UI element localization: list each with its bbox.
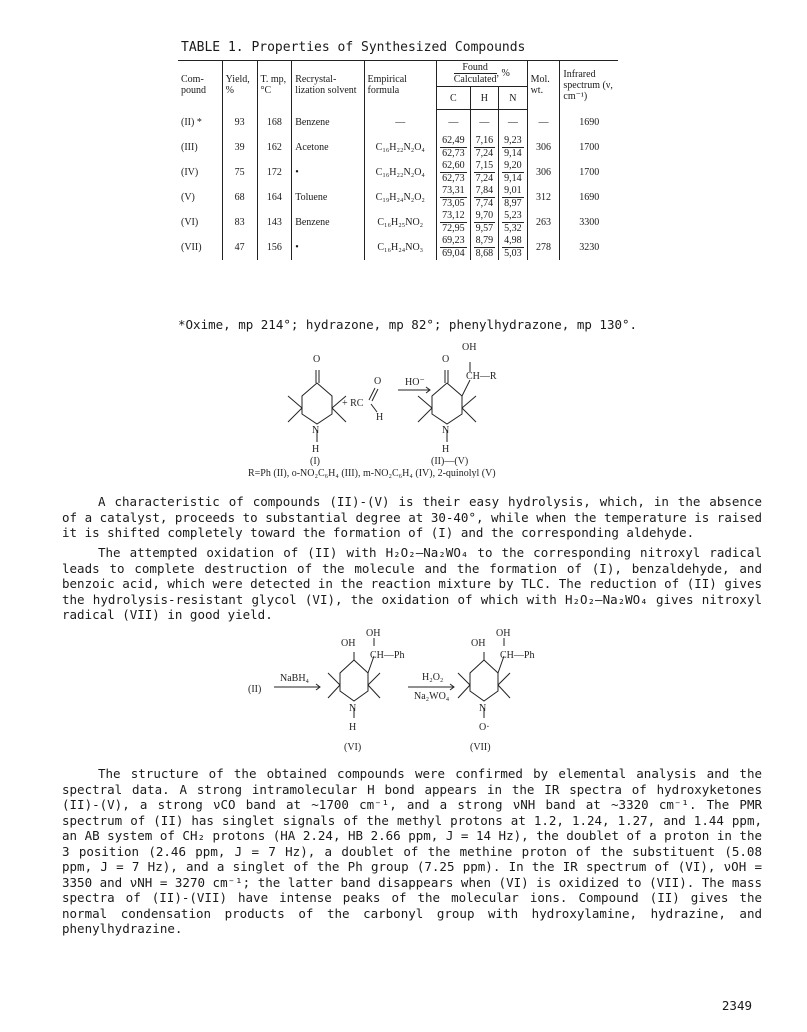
- ch-ph-right: CH—Ph: [500, 650, 535, 661]
- header-solvent: Recrystal- lization solvent: [292, 61, 364, 110]
- cell-h-calc: 7,24: [475, 173, 494, 184]
- cell-n-calc: 5,03: [504, 248, 522, 259]
- cell-compound: (VI): [181, 217, 199, 228]
- cell-formula: —: [364, 110, 437, 136]
- cell-n-found-calc: [499, 110, 528, 136]
- cell-c-found: 69,23: [442, 235, 465, 246]
- cell-n-found: 4,98: [504, 235, 522, 246]
- cell-ir: 1700: [560, 160, 618, 185]
- cell-h-found: 8,79: [475, 235, 494, 246]
- ch-r-label: CH—R: [466, 371, 497, 382]
- cell-solvent: Toluene: [292, 185, 364, 210]
- cell-n-found-calc: [499, 160, 528, 185]
- n-right: N: [442, 425, 450, 436]
- cell-molwt: 312: [527, 185, 560, 210]
- cell-n-found: 9,01: [504, 185, 522, 196]
- cell-yield: 68: [222, 185, 257, 210]
- cell-h-found-calc: [470, 235, 499, 260]
- cell-h-calc: 8,68: [475, 248, 494, 259]
- cell-n-found: —: [507, 116, 518, 128]
- cell-c-found-calc: [437, 160, 471, 185]
- cell-h-calc: 7,74: [475, 198, 494, 209]
- header-c: C: [437, 87, 471, 110]
- cell-compound: (III): [181, 142, 198, 153]
- cell-c-found: —: [448, 116, 459, 128]
- reaction-scheme-1: [240, 338, 600, 478]
- properties-table: [178, 60, 618, 260]
- label-compound-vii: (VII): [470, 742, 491, 753]
- header-yield: Yield, %: [222, 61, 257, 110]
- label-compound-i: (I): [310, 456, 320, 467]
- cell-compound: (VII): [181, 242, 202, 253]
- cell-n-found-calc: [499, 135, 528, 160]
- header-found: Found: [454, 62, 497, 74]
- reagent-h2o2: H₂O₂: [422, 672, 444, 683]
- cell-c-found-calc: [437, 185, 471, 210]
- oh-left-side: OH: [366, 628, 381, 639]
- cell-yield: 75: [222, 160, 257, 185]
- page-number: 2349: [721, 998, 752, 1013]
- cell-n-found: 9,23: [504, 135, 522, 146]
- cell-c-found: 73,12: [442, 210, 465, 221]
- reagent-o: O: [374, 376, 382, 387]
- table-title: TABLE 1. Properties of Synthesized Compounds: [181, 40, 526, 55]
- reaction-arrow-2: [274, 684, 320, 690]
- cell-c-found-calc: [437, 235, 471, 260]
- cell-mp: 168: [257, 110, 292, 136]
- cell-c-calc: 69,04: [442, 248, 465, 259]
- cell-solvent: Acetone: [292, 135, 364, 160]
- h-right: H: [442, 444, 450, 455]
- reagent-aldehyde: + RC: [342, 398, 364, 409]
- properties-table-container: [178, 60, 618, 260]
- label-compounds-ii-v: (II)—(V): [431, 456, 469, 467]
- header-calculated: Calculated: [453, 74, 497, 85]
- cell-formula: C₁₉H₂₄N₂O₂: [364, 185, 437, 210]
- table-row: [178, 185, 618, 210]
- paragraph-3-text: The structure of the obtained compounds were confirmed by elemental analysis and the spectral data. A strong intramolecular H bond appears in the IR spectra of hydroxyketones (II)-(V), a strong νCO band at ~1700 cm⁻¹, and a strong νNH band at ~3320 cm⁻¹. The PMR spectrum of (II) has singlet signals of the methyl protons at 1.2, 1.24, 1.27, and 1.44 ppm, an AB system of CH₂ protons (HA 2.24, HB 2.66 ppm, J = 14 Hz), the doublet of a proton in the 3 position (2.46 ppm, J = 7 Hz), a doublet of the methine proton of the substituent (5.08 ppm, J = 7 Hz), and a singlet of the Ph group (7.25 ppm). In the IR spectrum of (VI), νOH = 3350 and νNH = 3270 cm⁻¹; the latter band disappears when (VI) is oxidized to (VII). The mass spectra of (II)-(VII) have intense peaks of the molecular ions. Compound (II) gives the normal condensation products of the carbonyl group with hydroxylamine, hydrazine, and phenylhydrazine.: [62, 766, 762, 936]
- paragraph-3: [62, 766, 762, 937]
- cell-yield: 47: [222, 235, 257, 260]
- cell-compound: (IV): [181, 167, 199, 178]
- cell-h-found: —: [479, 116, 490, 128]
- cell-molwt: 263: [527, 210, 560, 235]
- ch-ph-left: CH—Ph: [370, 650, 405, 661]
- header-h: H: [470, 87, 499, 110]
- cell-h-found-calc: [470, 210, 499, 235]
- paragraph-1: [62, 494, 762, 541]
- table-row: [178, 135, 618, 160]
- catalyst-label: HO⁻: [405, 377, 425, 388]
- label-compound-vi: (VI): [344, 742, 362, 753]
- cell-yield: 93: [222, 110, 257, 136]
- table-footnote: *Oxime, mp 214°; hydrazone, mp 82°; phenylhydrazone, mp 130°.: [178, 317, 638, 332]
- oh-right-side: OH: [496, 628, 511, 639]
- cell-formula: C₁₆H₂₂N₂O₄: [364, 160, 437, 185]
- table-body: [178, 110, 618, 261]
- header-found-calculated: [437, 61, 528, 87]
- cell-solvent: •: [292, 235, 364, 260]
- cell-h-calc: 9,57: [475, 223, 494, 234]
- cell-h-found: 9,70: [475, 210, 494, 221]
- cell-h-found-calc: [470, 160, 499, 185]
- cell-n-calc: 5,32: [504, 223, 522, 234]
- cell-c-found-calc: [437, 110, 471, 136]
- cell-formula: C₁₆H₂₅NO₂: [364, 210, 437, 235]
- cell-ir: 1690: [560, 185, 618, 210]
- header-molwt: Mol. wt.: [527, 61, 560, 110]
- reagent-nabh4: NaBH₄: [280, 673, 310, 684]
- cell-h-found: 7,84: [475, 185, 494, 196]
- cell-c-calc: 73,05: [442, 198, 465, 209]
- o-left: O: [313, 354, 321, 365]
- cell-n-found: 5,23: [504, 210, 522, 221]
- cell-formula: C₁₆H₂₄NO₃: [364, 235, 437, 260]
- cell-c-calc: 62,73: [442, 173, 465, 184]
- scheme2-start: (II): [248, 684, 262, 695]
- n-vii: N: [479, 703, 487, 714]
- header-mp: T. mp, °C: [257, 61, 292, 110]
- cell-c-found: 62,60: [442, 160, 465, 171]
- h-vi: H: [349, 722, 357, 733]
- cell-h-calc: 7,24: [475, 148, 494, 159]
- table-row: [178, 160, 618, 185]
- cell-n-calc: 9,14: [504, 173, 522, 184]
- header-compound: Com- pound: [178, 61, 222, 110]
- paragraph-2: [62, 545, 762, 623]
- cell-mp: 164: [257, 185, 292, 210]
- header-n: N: [499, 87, 528, 110]
- cell-h-found-calc: [470, 110, 499, 136]
- cell-mp: 162: [257, 135, 292, 160]
- cell-molwt: 278: [527, 235, 560, 260]
- cell-solvent: Benzene: [292, 110, 364, 136]
- cell-ir: 3230: [560, 235, 618, 260]
- cell-h-found-calc: [470, 185, 499, 210]
- cell-solvent: •: [292, 160, 364, 185]
- reagent-bonds: [369, 388, 378, 412]
- o-right: O: [442, 354, 450, 365]
- reagent-h: H: [376, 412, 384, 423]
- header-formula: Empirical formula: [364, 61, 437, 110]
- cell-mp: 172: [257, 160, 292, 185]
- table-row: [178, 235, 618, 260]
- cell-mp: 156: [257, 235, 292, 260]
- cell-ir: 1700: [560, 135, 618, 160]
- cell-h-found: 7,16: [475, 135, 494, 146]
- cell-c-calc: 62,73: [442, 148, 465, 159]
- cell-formula: C₁₆H₂₂N₂O₄: [364, 135, 437, 160]
- cell-c-calc: 72,95: [442, 223, 465, 234]
- cell-mp: 143: [257, 210, 292, 235]
- header-ir: Infrared spectrum (ν, cm⁻¹): [560, 61, 618, 110]
- cell-n-found-calc: [499, 210, 528, 235]
- n-vi: N: [349, 703, 357, 714]
- h-left: H: [312, 444, 320, 455]
- cell-yield: 39: [222, 135, 257, 160]
- oh-right: OH: [462, 342, 477, 353]
- cell-solvent: Benzene: [292, 210, 364, 235]
- cell-h-found: 7,15: [475, 160, 494, 171]
- cell-n-found-calc: [499, 185, 528, 210]
- n-left: N: [312, 425, 320, 436]
- cell-c-found: 62,49: [442, 135, 465, 146]
- paragraph-2-text: The attempted oxidation of (II) with H₂O₂—Na₂WO₄ to the corresponding nitroxyl radical leads to complete destruction of the molecule and the formation of (I), benzaldehyde, and benzoic acid, which were detected in the reaction mixture by TLC. The reduction of (II) gives the hydrolysis-resistant glycol (VI), the oxidation of which with H₂O₂—Na₂WO₄ gives nitroxyl radical (VII) in good yield.: [62, 545, 762, 622]
- o-radical-vii: O·: [479, 722, 490, 733]
- table-row: [178, 110, 618, 136]
- cell-compound: (II) *: [181, 116, 202, 128]
- cell-molwt: —: [527, 110, 560, 136]
- reaction-scheme-2: [248, 626, 568, 758]
- cell-n-calc: 8,97: [504, 198, 522, 209]
- cell-molwt: 306: [527, 160, 560, 185]
- cell-yield: 83: [222, 210, 257, 235]
- scheme1-caption: R=Ph (II), o-NO₂C₆H₄ (III), m-NO₂C₆H₄ (IV), 2-quinolyl (V): [248, 468, 496, 478]
- cell-compound: (V): [181, 192, 195, 203]
- reaction-arrow-3: [408, 684, 454, 690]
- reagent-na2wo4: Na₂WO₄: [414, 691, 450, 702]
- cell-h-found-calc: [470, 135, 499, 160]
- table-row: [178, 210, 618, 235]
- cell-c-found-calc: [437, 135, 471, 160]
- cell-n-calc: 9,14: [504, 148, 522, 159]
- cell-n-found-calc: [499, 235, 528, 260]
- cell-ir: 1690: [560, 110, 618, 136]
- paragraph-1-text: A characteristic of compounds (II)-(V) is their easy hydrolysis, which, in the absence of a catalyst, proceeds to substantial degree at 30-40°, while when the temperature is raised it is shifted completely toward the formation of (I) and the corresponding aldehyde.: [62, 494, 762, 540]
- cell-n-found: 9,20: [504, 160, 522, 171]
- oh-right-ring: OH: [471, 638, 486, 649]
- cell-c-found: 73,31: [442, 185, 465, 196]
- cell-c-found-calc: [437, 210, 471, 235]
- cell-ir: 3300: [560, 210, 618, 235]
- header-percent: , %: [496, 67, 510, 79]
- cell-molwt: 306: [527, 135, 560, 160]
- oh-left-ring: OH: [341, 638, 356, 649]
